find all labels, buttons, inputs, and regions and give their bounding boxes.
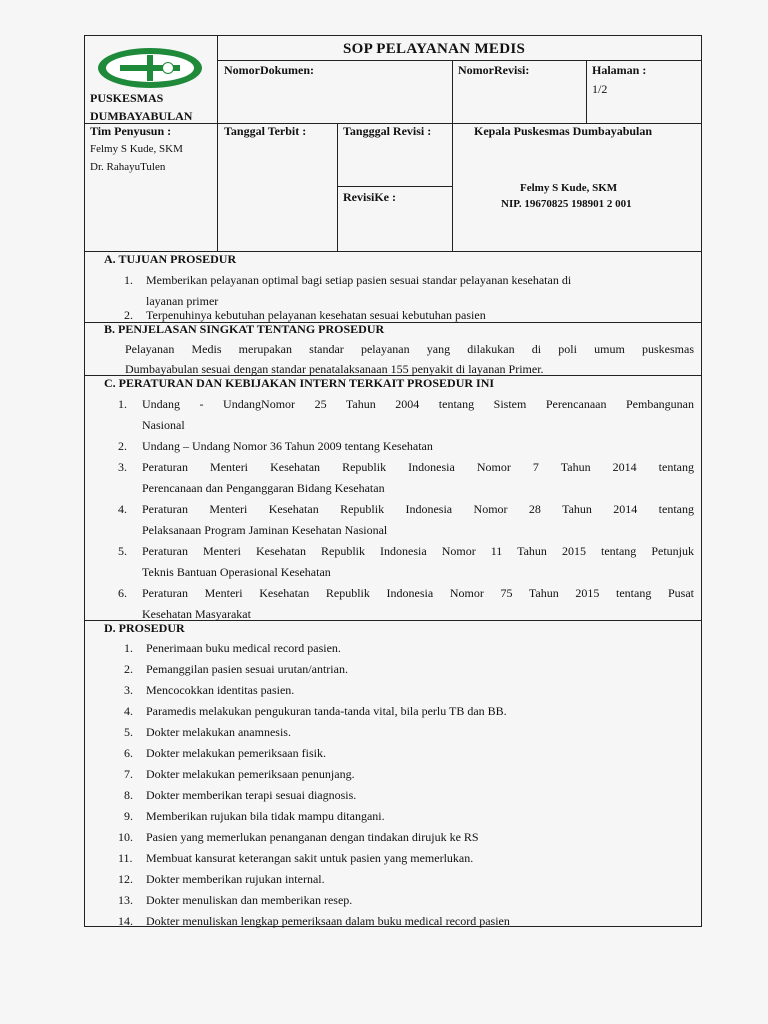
kepala-label: Kepala Puskesmas Dumbayabulan	[474, 124, 653, 138]
list-item-continuation: Perencanaan dan Penganggaran Bidang Kesehatan	[142, 481, 385, 495]
org-name-line1: PUSKESMAS	[90, 91, 164, 105]
list-number: 1.	[124, 641, 133, 655]
list-number: 1.	[118, 397, 127, 411]
list-item-continuation: Kesehatan Masyarakat	[142, 607, 251, 621]
procedure-step: Pemanggilan pasien sesuai urutan/antrian.	[146, 662, 348, 676]
kepala-name: Felmy S Kude, SKM	[520, 182, 618, 194]
list-item-continuation: layanan primer	[146, 294, 219, 308]
list-number: 4.	[118, 502, 127, 516]
procedure-step: Paramedis melakukan pengukuran tanda-tanda vital, bila perlu TB dan BB.	[146, 704, 507, 718]
list-number: 8.	[124, 788, 133, 802]
procedure-step: Dokter melakukan pemeriksaan fisik.	[146, 746, 326, 760]
list-item-continuation: Teknis Bantuan Operasional Kesehatan	[142, 565, 331, 579]
nomor-dokumen-label: NomorDokumen:	[224, 63, 314, 77]
list-number: 7.	[124, 767, 133, 781]
tim-member: Dr. RahayuTulen	[90, 161, 166, 173]
list-number: 1.	[124, 273, 133, 287]
list-item: Peraturan Menteri Kesehatan Republik Indonesia Nomor 7 Tahun 2014 tentang	[142, 460, 694, 474]
kepala-nip: NIP. 19670825 198901 2 001	[501, 198, 632, 210]
procedure-step: Mencocokkan identitas pasien.	[146, 683, 295, 697]
procedure-step: Dokter melakukan pemeriksaan penunjang.	[146, 767, 355, 781]
tim-member: Felmy S Kude, SKM	[90, 143, 183, 155]
procedure-step: Membuat kansurat keterangan sakit untuk pasien yang memerlukan.	[146, 851, 474, 865]
list-item: Peraturan Menteri Kesehatan Republik Indonesia Nomor 28 Tahun 2014 tentang	[142, 502, 694, 516]
list-number: 13.	[118, 893, 133, 907]
list-number: 10.	[118, 830, 133, 844]
list-item-continuation: Nasional	[142, 418, 185, 432]
list-number: 6.	[118, 586, 127, 600]
procedure-step: Pasien yang memerlukan penanganan dengan tindakan dirujuk ke RS	[146, 830, 479, 844]
tanggal-revisi-label: Tangggal Revisi :	[343, 124, 432, 138]
list-item: Peraturan Menteri Kesehatan Republik Indonesia Nomor 75 Tahun 2015 tentang Pusat	[142, 586, 694, 600]
divider	[217, 35, 218, 251]
section-b-paragraph: Dumbayabulan sesuai dengan standar penatalaksanaan 155 penyakit di layanan Primer.	[125, 362, 544, 376]
tim-penyusun-label: Tim Penyusun :	[90, 124, 172, 138]
procedure-step: Dokter menuliskan dan memberikan resep.	[146, 893, 353, 907]
list-item: Memberikan pelayanan optimal bagi setiap pasien sesuai standar pelayanan kesehatan di	[146, 273, 572, 287]
section-d-heading: D. PROSEDUR	[104, 621, 185, 635]
list-item-continuation: Pelaksanaan Program Jaminan Kesehatan Nasional	[142, 523, 388, 537]
list-item: Undang – Undang Nomor 36 Tahun 2009 tentang Kesehatan	[142, 439, 433, 453]
procedure-step: Memberikan rujukan bila tidak mampu ditangani.	[146, 809, 385, 823]
list-number: 5.	[118, 544, 127, 558]
divider	[337, 186, 452, 187]
halaman-label: Halaman :	[592, 63, 647, 77]
list-number: 3.	[124, 683, 133, 697]
procedure-step: Dokter memberikan rujukan internal.	[146, 872, 325, 886]
list-item: Terpenuhinya kebutuhan pelayanan kesehatan sesuai kebutuhan pasien	[146, 308, 486, 322]
puskesmas-logo	[98, 48, 202, 88]
list-item: Undang - UndangNomor 25 Tahun 2004 tentang Sistem Perencanaan Pembangunan	[142, 397, 694, 411]
list-number: 2.	[124, 308, 133, 322]
list-number: 11.	[118, 851, 133, 865]
section-b-paragraph: Pelayanan Medis merupakan standar pelayanan yang dilakukan di poli umum puskesmas	[125, 342, 694, 356]
procedure-step: Dokter memberikan terapi sesuai diagnosis.	[146, 788, 357, 802]
revisi-ke-label: RevisiKe :	[343, 190, 396, 204]
list-item: Peraturan Menteri Kesehatan Republik Indonesia Nomor 11 Tahun 2015 tentang Petunjuk	[142, 544, 694, 558]
list-number: 5.	[124, 725, 133, 739]
tanggal-terbit-label: Tanggal Terbit :	[224, 124, 307, 138]
org-name-line2: DUMBAYABULAN	[90, 109, 193, 123]
section-c-heading: C. PERATURAN DAN KEBIJAKAN INTERN TERKAIT PROSEDUR INI	[104, 376, 495, 390]
divider	[452, 60, 453, 251]
section-a-heading: A. TUJUAN PROSEDUR	[104, 252, 237, 266]
divider	[217, 60, 702, 61]
list-number: 3.	[118, 460, 127, 474]
list-number: 4.	[124, 704, 133, 718]
divider	[586, 60, 587, 123]
procedure-step: Dokter melakukan anamnesis.	[146, 725, 291, 739]
procedure-step: Penerimaan buku medical record pasien.	[146, 641, 341, 655]
list-number: 2.	[124, 662, 133, 676]
list-number: 14.	[118, 914, 133, 928]
halaman-value: 1/2	[592, 82, 608, 96]
document-title: SOP PELAYANAN MEDIS	[343, 41, 526, 57]
procedure-step: Dokter menuliskan lengkap pemeriksaan dalam buku medical record pasien	[146, 914, 510, 928]
list-number: 6.	[124, 746, 133, 760]
list-number: 12.	[118, 872, 133, 886]
list-number: 2.	[118, 439, 127, 453]
list-number: 9.	[124, 809, 133, 823]
section-b-heading: B. PENJELASAN SINGKAT TENTANG PROSEDUR	[104, 322, 385, 336]
nomor-revisi-label: NomorRevisi:	[458, 63, 530, 77]
divider	[337, 123, 338, 251]
